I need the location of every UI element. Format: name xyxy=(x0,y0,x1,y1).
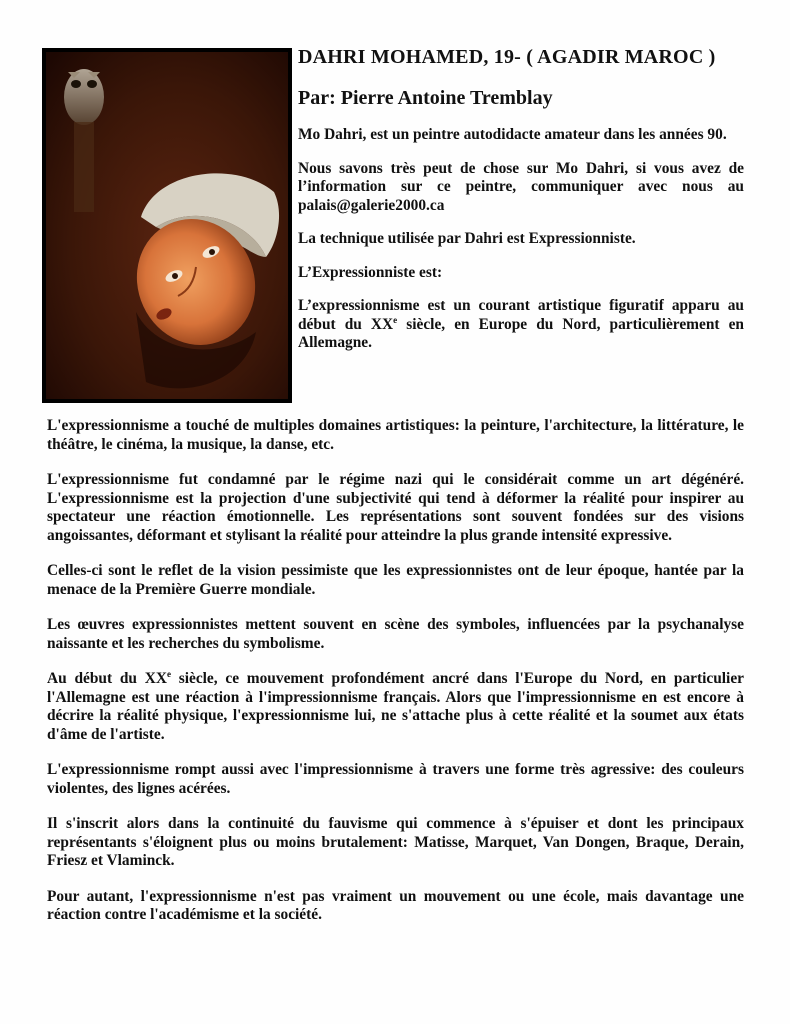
body-paragraph-6: L'expressionnisme rompt aussi avec l'impressionnisme à travers une forme très agressive: des couleurs violentes, des lignes acérées. xyxy=(47,761,744,797)
body-paragraph-5 xyxy=(47,670,744,744)
intro-paragraph-1: Mo Dahri, est un peintre autodidacte amateur dans les années 90. xyxy=(298,126,727,143)
body-paragraph-3: Celles-ci sont le reflet de la vision pessimiste que les expressionnistes ont de leur époque, hantée par la menace de la Première Guerre mondiale. xyxy=(47,562,744,598)
intro-paragraph-5-start: L’expressionnisme est un courant artistique figuratif apparu au début du XX xyxy=(298,297,744,333)
body-paragraph-8: Pour autant, l'expressionnisme n'est pas vraiment un mouvement ou une école, mais davantage une réaction contre l'académisme et la société. xyxy=(47,887,744,923)
body-paragraph-1: L'expressionnisme a touché de multiples domaines artistiques: la peinture, l'architecture, la littérature, le théâtre, le cinéma, la musique, la danse, etc. xyxy=(47,417,744,453)
author-line: Par: Pierre Antoine Tremblay xyxy=(298,87,553,109)
body-paragraph-5-end: siècle, ce mouvement profondément ancré dans l'Europe du Nord, en particulier l'Allemagne est une réaction à l'impressionnisme français. Alors que l'impressionnisme en est encore à décrire la réalité physique, l'expressionnisme lui, ne s'attache plus à cette réalité et la soumet aux états d'âme de l'artiste. xyxy=(47,670,744,743)
body-section xyxy=(47,417,744,942)
intro-paragraph-3: La technique utilisée par Dahri est Expressionniste. xyxy=(298,230,636,247)
intro-paragraph-5 xyxy=(298,297,744,353)
body-paragraph-2: L'expressionnisme fut condamné par le régime nazi qui le considérait comme un art dégénéré. L'expressionnisme est la projection d'une subjectivité qui tend à déformer la réalité pour inspirer au spectateur une réaction émotionnelle. Les représentations sont souvent fondées sur des visions angoissantes, déformant et stylisant la réalité pour atteindre la plus grande intensité expressive. xyxy=(47,471,744,544)
painting-artwork xyxy=(46,52,288,399)
body-paragraph-7: Il s'inscrit alors dans la continuité du fauvisme qui commence à s'épuiser et dont les principaux représentants s'éloignent plus ou moins brutalement: Matisse, Marquet, Van Dongen, Braque, Derain, Friesz et Vlaminck. xyxy=(47,815,744,869)
century-superscript: e xyxy=(393,314,398,325)
body-paragraph-4: Les œuvres expressionnistes mettent souvent en scène des symboles, influencées par la psychanalyse naissante et les recherches du symbolisme. xyxy=(47,616,744,652)
intro-section xyxy=(298,46,744,368)
body-paragraph-5-start: Au début du XX xyxy=(47,670,167,687)
painting-image xyxy=(42,48,292,403)
intro-paragraph-4: L’Expressionniste est: xyxy=(298,263,443,281)
intro-paragraph-5-end: siècle, en Europe du Nord, particulièrement en Allemagne. xyxy=(298,315,744,351)
page-title: DAHRI MOHAMED, 19- ( AGADIR MAROC ) xyxy=(298,46,716,68)
century-superscript: e xyxy=(166,669,171,679)
intro-paragraph-2: Nous savons très peut de chose sur Mo Dahri, si vous avez de l’information sur ce peintre, communiquer avec nous au palais@galerie2000.ca xyxy=(298,159,744,214)
